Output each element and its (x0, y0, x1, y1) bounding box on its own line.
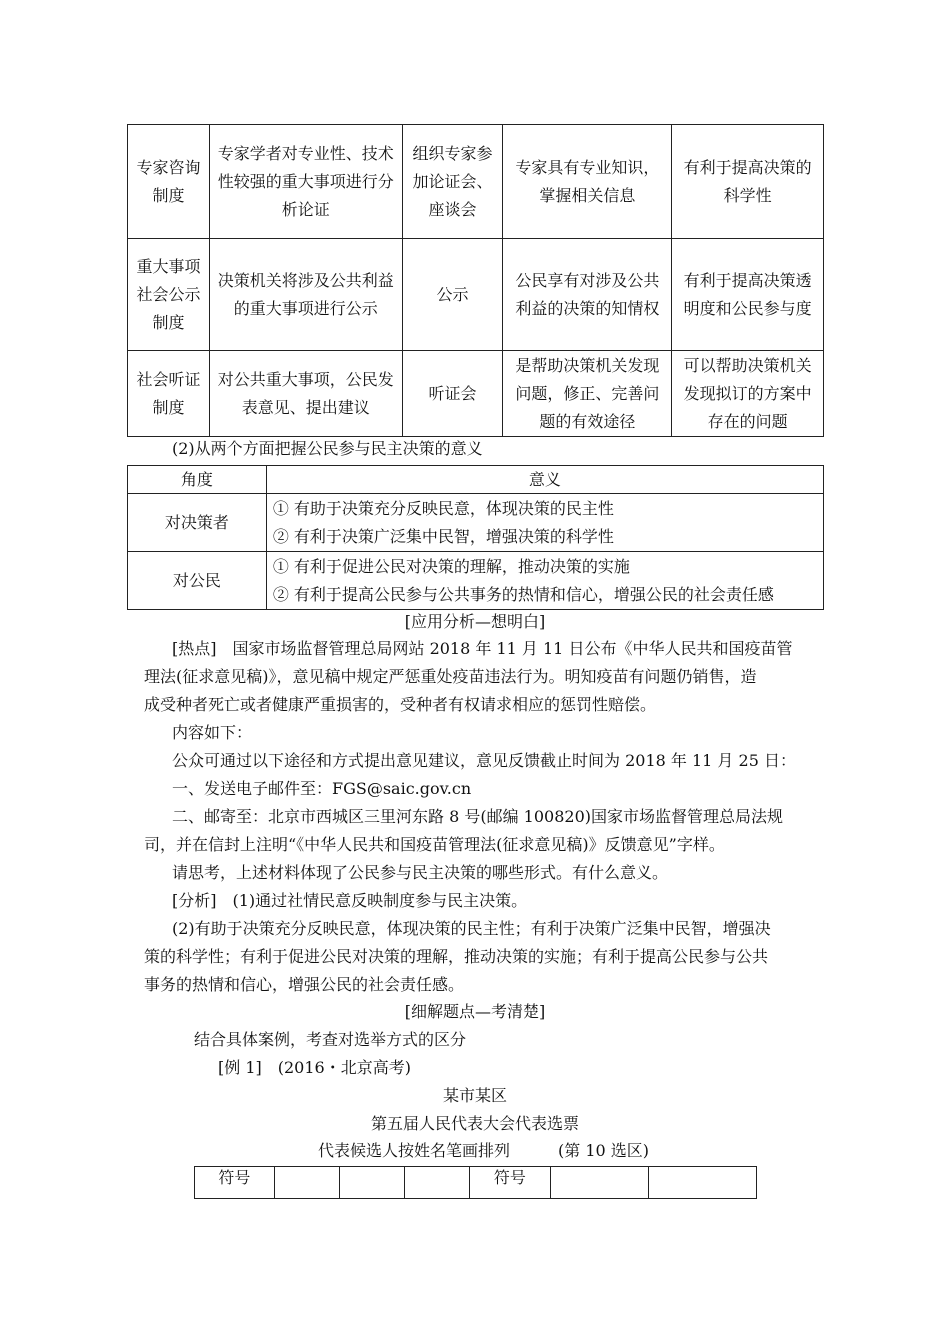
apply-heading: [应用分析—想明白] (404, 612, 546, 631)
system-effect: 可以帮助决策机关发现拟订的方案中存在的问题 (672, 351, 824, 437)
ballot-title: 某市某区 (442, 1086, 507, 1105)
table-row (195, 1167, 757, 1199)
hot-text: 成受种者死亡或者健康严重损害的，受种者有权请求相应的惩罚性赔偿。 (144, 695, 657, 714)
hot-text: 理法(征求意见稿)》，意见稿中规定严惩重处疫苗违法行为。明知疫苗有问题仍销售，造 (144, 667, 757, 686)
ballot-cell (551, 1167, 649, 1199)
system-basis: 专家具有专业知识，掌握相关信息 (503, 125, 672, 239)
content-label: 内容如下： (172, 723, 253, 742)
meaning-line: ① 有助于决策充分反映民意，体现决策的民主性 (272, 498, 614, 518)
meaning-cell (266, 552, 823, 610)
system-form: 听证会 (402, 351, 503, 437)
ballot-title: 第五届人民代表大会代表选票 (370, 1114, 579, 1133)
meaning-line: ① 有利于促进公民对决策的理解，推动决策的实施 (272, 556, 630, 576)
symbol-label: 符号 (469, 1167, 551, 1199)
meaning-line: ② 有利于提高公民参与公共事务的热情和信心，增强公民的社会责任感 (272, 584, 774, 604)
system-content: 对公共重大事项，公民发表意见、提出建议 (209, 351, 402, 437)
system-content: 决策机关将涉及公共利益的重大事项进行公示 (209, 239, 402, 351)
ballot-cell (339, 1167, 404, 1199)
ballot-cell (274, 1167, 339, 1199)
analysis-text: (2)有助于决策充分反映民意，体现决策的民主性；有利于决策广泛集中民智，增强决 (172, 919, 771, 938)
topic-line: 结合具体案例，考查对选举方式的区分 (194, 1030, 467, 1049)
analysis-text: [分析] (1)通过社情民意反映制度参与民主决策。 (172, 891, 528, 910)
system-form: 公示 (402, 239, 503, 351)
significance-table (127, 465, 824, 610)
table-row (128, 552, 824, 610)
system-basis: 是帮助决策机关发现问题，修正、完善问题的有效途径 (503, 351, 672, 437)
header-meaning: 意义 (266, 466, 823, 494)
table-row (128, 351, 824, 437)
table-row (128, 239, 824, 351)
system-form: 组织专家参加论证会、座谈会 (402, 125, 503, 239)
table-row (128, 125, 824, 239)
ballot-cell (649, 1167, 757, 1199)
hot-text: [热点] 国家市场监督管理总局网站 2018 年 11 月 11 日公布《中华人民共和国疫苗管 (172, 639, 793, 658)
example-label: [例 1] (2016・北京高考) (218, 1058, 411, 1077)
system-name: 社会听证制度 (128, 351, 210, 437)
system-effect: 有利于提高决策透明度和公民参与度 (672, 239, 824, 351)
content-text: 公众可通过以下途径和方式提出意见建议，意见反馈截止时间为 2018 年 11 月 25 日： (172, 751, 796, 770)
symbol-label: 符号 (195, 1167, 275, 1199)
content-text: 二、邮寄至：北京市西城区三里河东路 8 号(邮编 100820)国家市场监督管理总局法规 (172, 807, 784, 826)
analysis-text: 策的科学性；有利于促进公民对决策的理解，推动决策的实施；有利于提高公民参与公共 (144, 947, 769, 966)
question-text: 请思考，上述材料体现了公民参与民主决策的哪些形式。有什么意义。 (172, 863, 669, 882)
content-text: 一、发送电子邮件至：FGS@saic.gov.cn (172, 779, 472, 798)
analysis-text: 事务的热情和信心，增强公民的社会责任感。 (144, 975, 465, 994)
angle-cell: 对决策者 (128, 494, 267, 552)
detail-heading: [细解题点—考清楚] (404, 1002, 546, 1021)
content-text: 司，并在信封上注明“《中华人民共和国疫苗管理法(征求意见稿)》反馈意见”字样。 (144, 835, 725, 854)
decision-system-table (127, 124, 824, 437)
table-header (128, 466, 824, 494)
system-effect: 有利于提高决策的科学性 (672, 125, 824, 239)
ballot-cell (404, 1167, 469, 1199)
system-basis: 公民享有对涉及公共利益的决策的知情权 (503, 239, 672, 351)
system-name: 专家咨询制度 (128, 125, 210, 239)
ballot-subtitle: 代表候选人按姓名笔画排列 (第 10 选区) (318, 1141, 650, 1160)
system-content: 专家学者对专业性、技术性较强的重大事项进行分析论证 (209, 125, 402, 239)
system-name: 重大事项社会公示制度 (128, 239, 210, 351)
ballot-table (194, 1166, 757, 1199)
table-row (128, 494, 824, 552)
header-angle: 角度 (128, 466, 267, 494)
meaning-cell (266, 494, 823, 552)
meaning-line: ② 有利于决策广泛集中民智，增强决策的科学性 (272, 526, 614, 546)
section-title: (2)从两个方面把握公民参与民主决策的意义 (172, 439, 483, 458)
angle-cell: 对公民 (128, 552, 267, 610)
